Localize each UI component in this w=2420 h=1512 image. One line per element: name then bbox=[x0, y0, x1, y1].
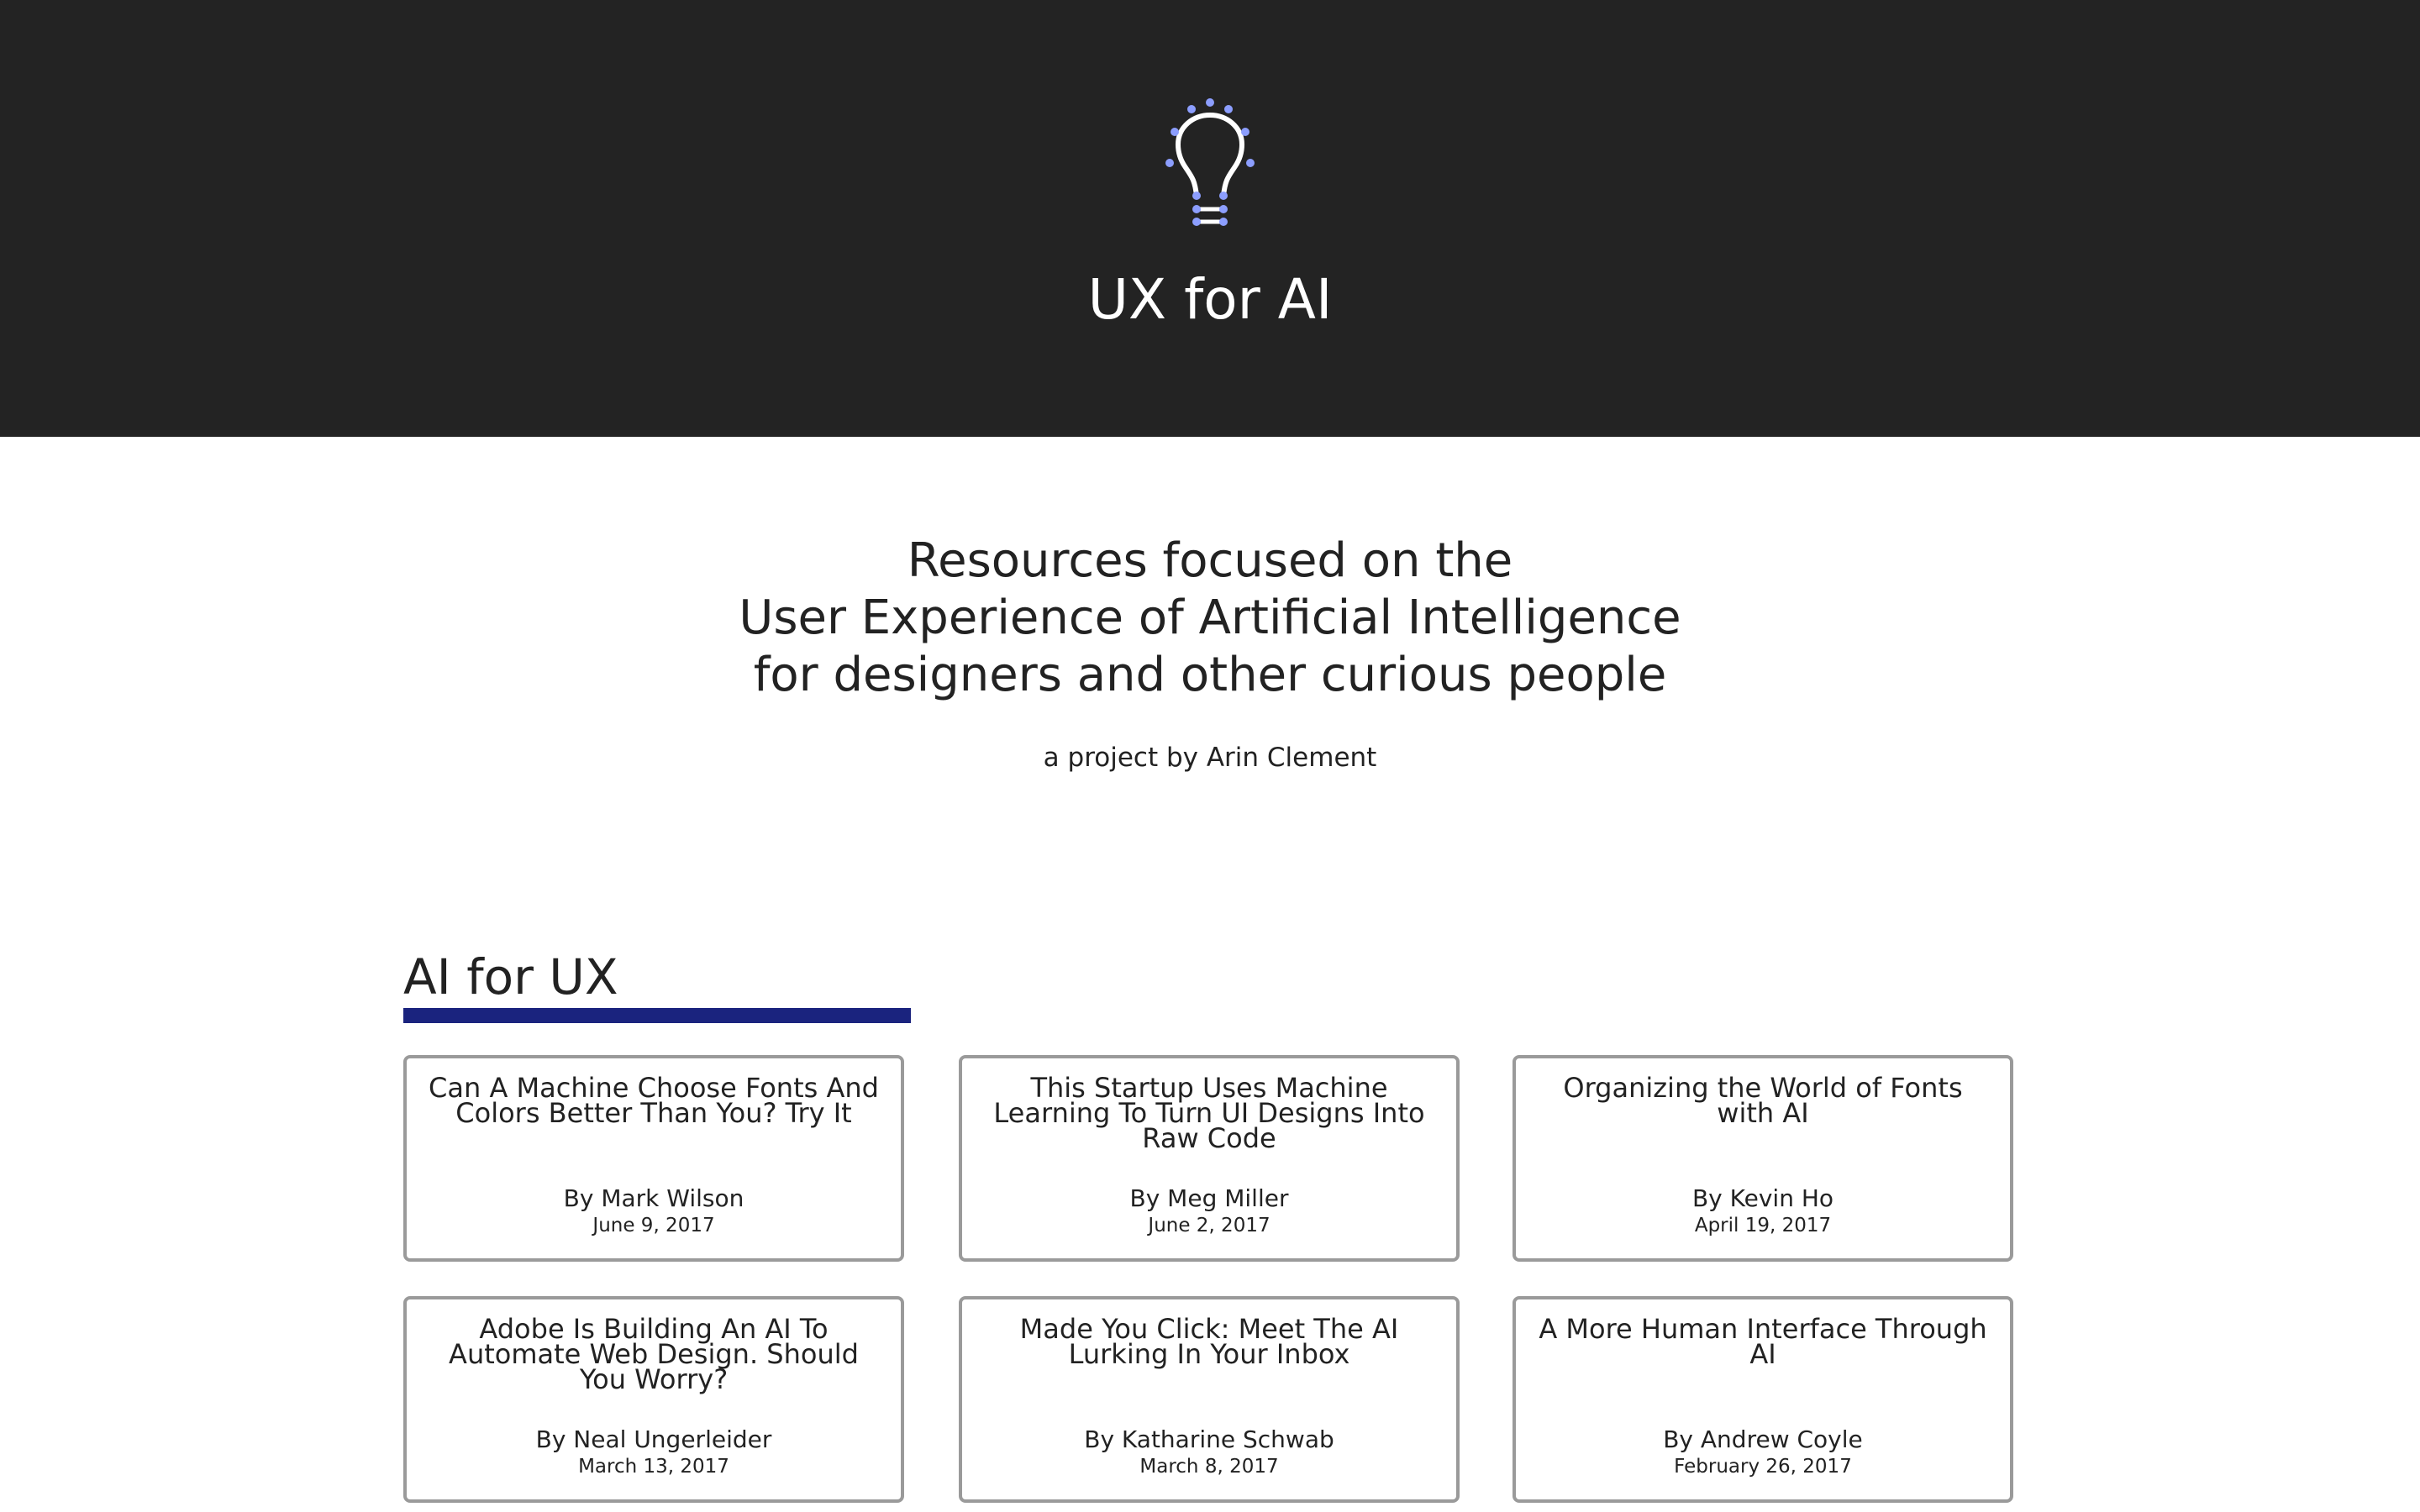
article-date: March 8, 2017 bbox=[1139, 1456, 1279, 1478]
tagline-line: for designers and other curious people bbox=[753, 648, 1667, 702]
article-card[interactable] bbox=[403, 1055, 904, 1262]
article-title[interactable]: Made You Click: Meet The AI Lurking In Your Inbox bbox=[1019, 1313, 1399, 1370]
section-underline bbox=[403, 1008, 911, 1023]
article-date: June 2, 2017 bbox=[1148, 1215, 1270, 1236]
article-author: By Andrew Coyle bbox=[1663, 1425, 1863, 1453]
article-card[interactable] bbox=[959, 1055, 1460, 1262]
article-title[interactable]: This Startup Uses Machine Learning To Turn UI Designs Into Raw Code bbox=[993, 1072, 1425, 1154]
article-author: By Mark Wilson bbox=[563, 1184, 744, 1212]
article-date: June 9, 2017 bbox=[592, 1215, 715, 1236]
project-byline: a project by Arin Clement bbox=[1043, 743, 1377, 773]
article-title[interactable]: Adobe Is Building An AI To Automate Web Design. Should You Worry? bbox=[449, 1313, 859, 1395]
tagline bbox=[0, 533, 2420, 704]
article-card[interactable] bbox=[959, 1296, 1460, 1503]
tagline-line: User Experience of Artificial Intelligence bbox=[739, 591, 1681, 645]
article-card[interactable] bbox=[403, 1296, 904, 1503]
section-title: AI for UX bbox=[403, 948, 618, 1005]
article-author: By Meg Miller bbox=[1129, 1184, 1289, 1212]
article-date: March 13, 2017 bbox=[578, 1456, 729, 1478]
article-author: By Katharine Schwab bbox=[1084, 1425, 1334, 1453]
article-card[interactable] bbox=[1512, 1296, 2013, 1503]
tagline-line: Resources focused on the bbox=[907, 533, 1513, 588]
article-card[interactable] bbox=[1512, 1055, 2013, 1262]
article-title[interactable]: A More Human Interface Through AI bbox=[1539, 1313, 1987, 1370]
article-title[interactable]: Organizing the World of Fonts with AI bbox=[1563, 1072, 1963, 1129]
article-date: February 26, 2017 bbox=[1674, 1456, 1852, 1478]
site-title[interactable]: UX for AI bbox=[1087, 267, 1333, 332]
article-title[interactable]: Can A Machine Choose Fonts And Colors Better Than You? Try It bbox=[429, 1072, 879, 1129]
article-date: April 19, 2017 bbox=[1694, 1215, 1832, 1236]
article-author: By Neal Ungerleider bbox=[535, 1425, 772, 1453]
article-author: By Kevin Ho bbox=[1691, 1184, 1834, 1212]
lightbulb-icon[interactable] bbox=[1156, 96, 1264, 230]
site-header bbox=[0, 0, 2420, 437]
